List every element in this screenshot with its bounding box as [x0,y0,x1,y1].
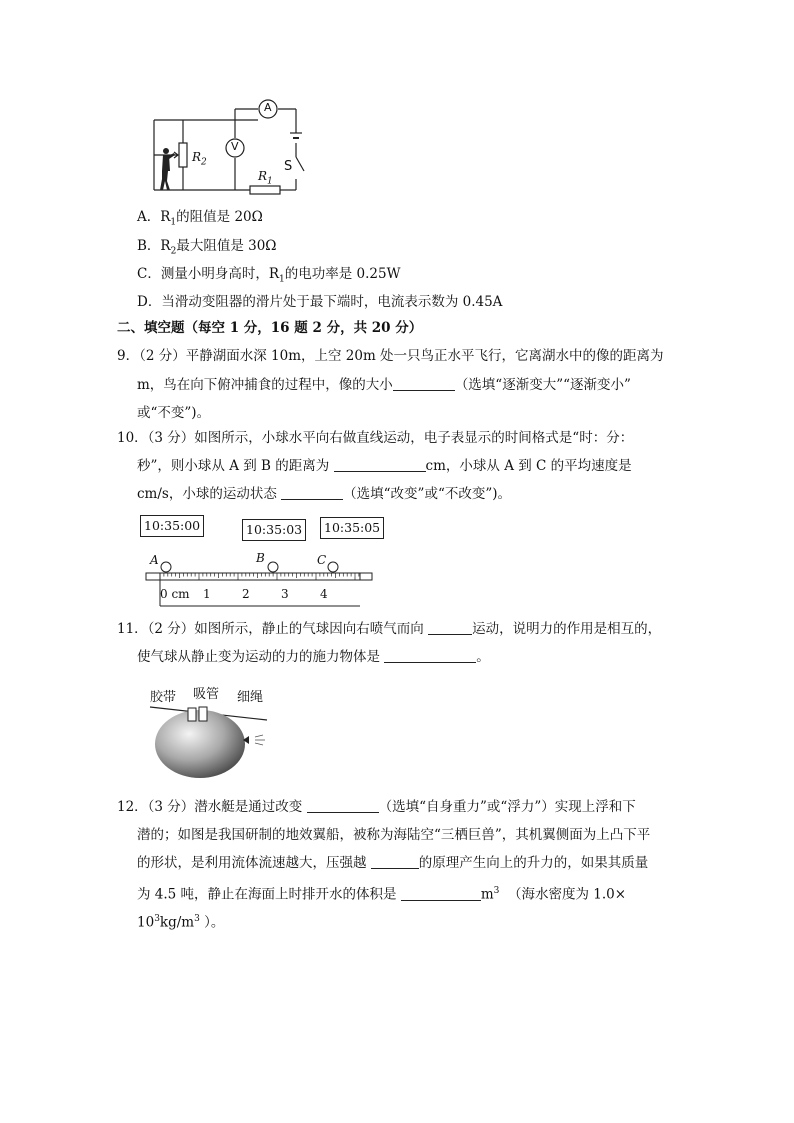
r2-label: $R_2$ [192,150,207,168]
q10-line-3: cm/s，小球的运动状态 （选填“改变”或“不改变”)。 [137,486,512,502]
switch-label: S [284,159,293,174]
option-b: B．$R_2$最大阻值是 30Ω [137,238,277,257]
ball-c [328,562,338,572]
ammeter-label: A [264,101,272,114]
balloon-diagram [145,680,280,780]
q10-line-2: 秒”，则小球从 A 到 B 的距离为 cm，小球从 A 到 C 的平均速度是 [137,458,632,474]
q12-blank-1[interactable] [307,798,379,813]
option-a: A．$R_1$的阻值是 20Ω [137,209,263,228]
q11-blank-1[interactable] [428,620,472,635]
person-icon [160,148,175,190]
point-a-label: A [150,553,159,567]
section-heading: 二、填空题（每空 1 分，16 题 2 分，共 20 分） [117,320,423,336]
ruler-label-0: 0 cm [160,587,190,601]
q11-line-2: 使气球从静止变为运动的力的施力物体是 。 [137,649,490,665]
clock-b: 10:35:03 [242,519,306,541]
ruler-label-1: 1 [203,587,211,601]
option-c: C．测量小明身高时，$R_1$的电功率是 0.25W [137,266,401,285]
q10-blank-2[interactable] [281,485,343,500]
ruler-label-3: 3 [281,587,289,601]
q11-blank-2[interactable] [384,648,476,663]
tape-icon [188,708,196,721]
ball-a [161,562,171,572]
q9-line-2: m，鸟在向下俯冲捕食的过程中，像的大小 （选填“逐渐变大”“逐渐变小” [137,377,631,393]
q12-line-3: 的形状，是利用流体流速越大，压强越 的原理产生向上的升力的，如果其质量 [137,855,649,871]
option-d: D．当滑动变阻器的滑片处于最下端时，电流表示数为 0.45A [137,294,503,310]
spray-icon [255,735,265,745]
q9-blank-1[interactable] [393,376,455,391]
ruler-label-4: 4 [320,587,328,601]
q11-line-1: 11．（2 分）如图所示，静止的气球因向右喷气而向 运动，说明力的作用是相互的， [117,621,662,637]
ruler-diagram [140,548,380,610]
label-string: 细绳 [237,690,264,705]
circuit-diagram [130,95,330,200]
straw-icon [199,707,207,721]
label-straw: 吸管 [193,687,220,702]
label-tape: 胶带 [150,690,177,705]
point-b-label: B [256,551,265,565]
q12-blank-3[interactable] [401,886,481,901]
clock-a: 10:35:00 [140,515,204,537]
q9-line-1: 9．（2 分）平静湖面水深 10m，上空 20m 处一只鸟正水平飞行，它离湖水中的像的距离为 [117,348,664,364]
q12-line-1: 12．（3 分）潜水艇是通过改变 （选填“自身重力”或“浮力”）实现上浮和下 [117,799,636,815]
q12-blank-2[interactable] [371,854,419,869]
r1-label: $R_1$ [258,169,273,187]
ball-b [268,562,278,572]
circuit-schematic [130,95,330,200]
clock-c: 10:35:05 [320,517,384,539]
point-c-label: C [317,553,327,567]
q12-line-2: 潜的；如图是我国研制的地效翼船，被称为海陆空“三栖巨兽”，其机翼侧面为上凸下平 [137,827,651,843]
q9-line-3: 或“不变”)。 [137,405,211,421]
ruler-label-2: 2 [242,587,250,601]
q10-blank-1[interactable] [334,457,426,472]
voltmeter-label: V [231,140,239,153]
q12-line-4: 为 4.5 吨，静止在海面上时排开水的体积是 $m^3$ （海水密度为 1.0× [137,886,627,903]
q12-line-5: $10^3kg/m^3$ ）。 [137,914,225,931]
q10-line-1: 10．（3 分）如图所示，小球水平向右做直线运动，电子表显示的时间格式是“时：分： [117,430,634,446]
